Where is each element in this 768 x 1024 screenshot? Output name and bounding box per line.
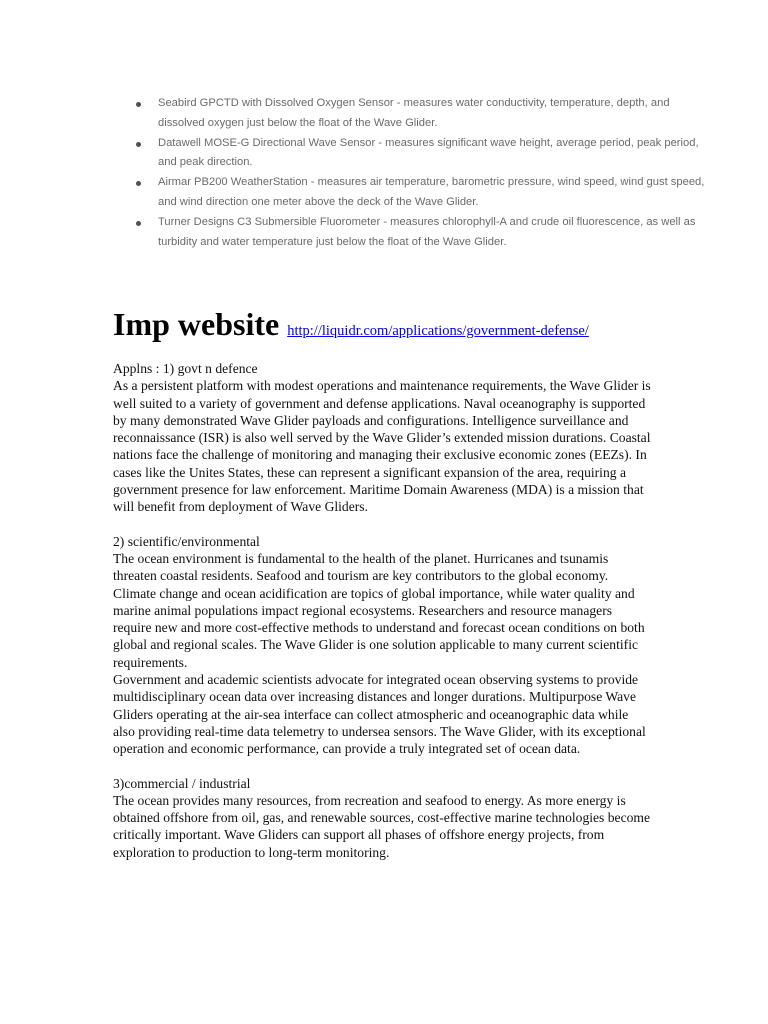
paragraph-gap <box>113 516 653 533</box>
bullet-icon <box>136 142 141 147</box>
sensor-description: Turner Designs C3 Submersible Fluorometer - measures chlorophyll-A and crude oil fluorescence, as well as turbidity and water temperature just below the float of the Wave Glider. <box>158 215 696 248</box>
list-item <box>158 173 718 213</box>
section-label-govt: Applns : 1) govt n defence <box>113 361 258 376</box>
paragraph-govt: As a persistent platform with modest operations and maintenance requirements, the Wave Glider is well suited to a variety of government and defense applications. Naval oceanography is supported by many demonstrated Wave Glider payloads and configurations. Intelligence surveillance and reconnaissance (ISR) is also well served by the Wave Glider’s extended mission durations. Coastal nations face the challenge of monitoring and managing their exclusive economic zones (EEZs). In cases like the Unites States, these can represent a significant expansion of the area, requiring a government presence for law enforcement. Maritime Domain Awareness (MDA) is a mission that will benefit from deployment of Wave Gliders. <box>113 378 651 515</box>
sensor-description: Seabird GPCTD with Dissolved Oxygen Sensor - measures water conductivity, temperature, depth, and dissolved oxygen just below the float of the Wave Glider. <box>158 97 670 129</box>
list-item <box>158 134 718 174</box>
paragraph-scientific-2: Government and academic scientists advocate for integrated ocean observing systems to provide multidisciplinary ocean data over increasing distances and longer durations. Multipurpose Wave Gliders operating at the air-sea interface can collect atmospheric and oceanographic data while also providing real-time data telemetry to undersea sensors. The Wave Glider, with its exceptional operation and economic performance, can provide a truly integrated set of ocean data. <box>113 672 646 757</box>
bullet-icon <box>136 181 141 186</box>
document-body <box>113 360 653 861</box>
list-item <box>158 213 718 253</box>
website-heading <box>113 306 589 343</box>
bullet-icon <box>136 221 141 226</box>
sensor-description: Airmar PB200 WeatherStation - measures air temperature, barometric pressure, wind speed, wind gust speed, and wind direction one meter above the deck of the Wave Glider. <box>158 176 705 208</box>
website-link[interactable]: http://liquidr.com/applications/government-defense/ <box>287 323 589 339</box>
sensor-description: Datawell MOSE-G Directional Wave Sensor - measures significant wave height, average period, peak period, and peak direction. <box>158 136 699 169</box>
sensor-list <box>113 94 718 252</box>
list-item <box>158 94 718 134</box>
section-label-scientific: 2) scientific/environmental <box>113 533 260 549</box>
heading-title: Imp website <box>113 306 280 342</box>
paragraph-scientific-1: The ocean environment is fundamental to the health of the planet. Hurricanes and tsunamis threaten coastal residents. Seafood and tourism are key contributors to the global economy. Climate change and ocean acidification are topics of global importance, while water quality and marine animal populations impact regional ecosystems. Researchers and resource managers require new and more cost-effective methods to understand and forecast ocean conditions on both global and regional scales. The Wave Glider is one solution applicable to many current scientific requirements. <box>113 550 645 670</box>
paragraph-commercial: The ocean provides many resources, from recreation and seafood to energy. As more energy is obtained offshore from oil, gas, and renewable sources, cost-effective marine technologies become critically important. Wave Gliders can support all phases of offshore energy projects, from exploration to production to long-term monitoring. <box>113 792 651 860</box>
section-label-commercial: 3)commercial / industrial <box>113 775 251 791</box>
paragraph-gap <box>113 758 653 775</box>
bullet-icon <box>136 102 141 107</box>
